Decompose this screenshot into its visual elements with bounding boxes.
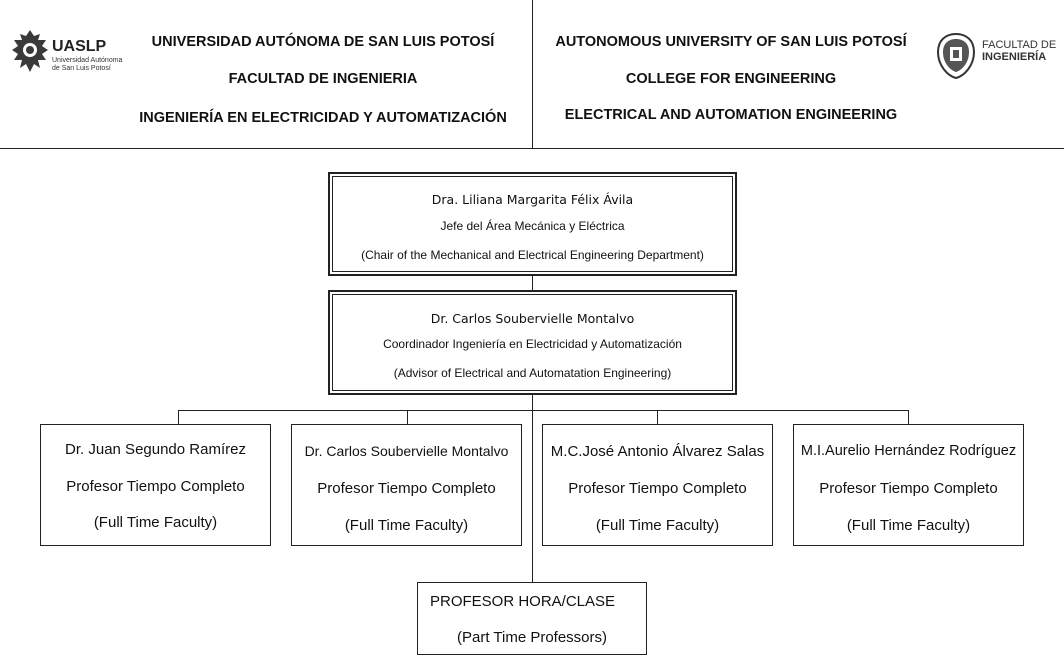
uaslp-name-line2: de San Luis Potosí	[52, 65, 111, 72]
uaslp-acronym: UASLP	[52, 38, 107, 55]
part-time-title: PROFESOR HORA/CLASE	[430, 593, 616, 610]
connector-faculty-bar	[178, 410, 909, 411]
faculty-box-1	[40, 424, 271, 546]
chair-role: Jefe del Área Mecánica y Eléctrica	[440, 219, 625, 233]
facultad-crest-icon	[936, 32, 976, 80]
header-faculty-en: COLLEGE FOR ENGINEERING	[625, 71, 837, 87]
connector-faculty-1	[178, 410, 179, 424]
connector-trunk	[532, 395, 533, 582]
header-program-es: INGENIERÍA EN ELECTRICIDAD Y AUTOMATIZACIÓN	[139, 110, 507, 126]
faculty-role-en: (Full Time Faculty)	[93, 514, 218, 531]
faculty-name: M.C.José Antonio Álvarez Salas	[550, 443, 765, 460]
facultad-line1: FACULTAD DE	[982, 39, 1057, 51]
connector-faculty-2	[407, 410, 408, 424]
part-time-subtitle: (Part Time Professors)	[456, 629, 608, 646]
connector-faculty-3	[657, 410, 658, 424]
faculty-name: Dr. Carlos Soubervielle Montalvo	[304, 443, 509, 459]
faculty-role: Profesor Tiempo Completo	[317, 480, 496, 497]
chair-box	[328, 172, 737, 276]
header-divider	[532, 0, 533, 148]
coordinator-box	[328, 290, 737, 395]
uaslp-crest-icon	[10, 28, 50, 74]
faculty-role-en: (Full Time Faculty)	[344, 517, 469, 534]
header-faculty-es: FACULTAD DE INGENIERIA	[228, 71, 418, 87]
uaslp-name-line1: Universidad Autónoma	[52, 57, 123, 64]
header	[0, 0, 1064, 148]
faculty-role: Profesor Tiempo Completo	[819, 480, 998, 497]
part-time-box	[417, 582, 647, 655]
chair-role-en: (Chair of the Mechanical and Electrical Engineering Department)	[361, 248, 704, 262]
coordinator-role: Coordinador Ingeniería en Electricidad y Automatización	[383, 337, 682, 351]
uaslp-logo	[10, 28, 130, 76]
header-program-en: ELECTRICAL AND AUTOMATION ENGINEERING	[564, 107, 898, 123]
coordinator-role-en: (Advisor of Electrical and Automatation Engineering)	[393, 366, 672, 380]
header-bottom-rule	[0, 148, 1064, 149]
faculty-role: Profesor Tiempo Completo	[568, 480, 747, 497]
coordinator-name: Dr. Carlos Soubervielle Montalvo	[430, 311, 635, 326]
faculty-name: M.I.Aurelio Hernández Rodríguez	[800, 443, 1017, 459]
connector-chair-coordinator	[532, 275, 533, 291]
header-university-en: AUTONOMOUS UNIVERSITY OF SAN LUIS POTOSÍ	[555, 34, 907, 50]
faculty-box-2	[291, 424, 522, 546]
header-university-es: UNIVERSIDAD AUTÓNOMA DE SAN LUIS POTOSÍ	[151, 34, 495, 50]
faculty-role: Profesor Tiempo Completo	[66, 478, 245, 495]
faculty-role-en: (Full Time Faculty)	[595, 517, 720, 534]
faculty-box-3	[542, 424, 773, 546]
facultad-ingenieria-logo	[936, 32, 1056, 82]
connector-faculty-4	[908, 410, 909, 424]
faculty-name: Dr. Juan Segundo Ramírez	[65, 441, 246, 458]
chair-name: Dra. Liliana Margarita Félix Ávila	[431, 192, 634, 207]
facultad-line2: INGENIERÍA	[982, 51, 1047, 63]
faculty-role-en: (Full Time Faculty)	[846, 517, 971, 534]
faculty-box-4	[793, 424, 1024, 546]
